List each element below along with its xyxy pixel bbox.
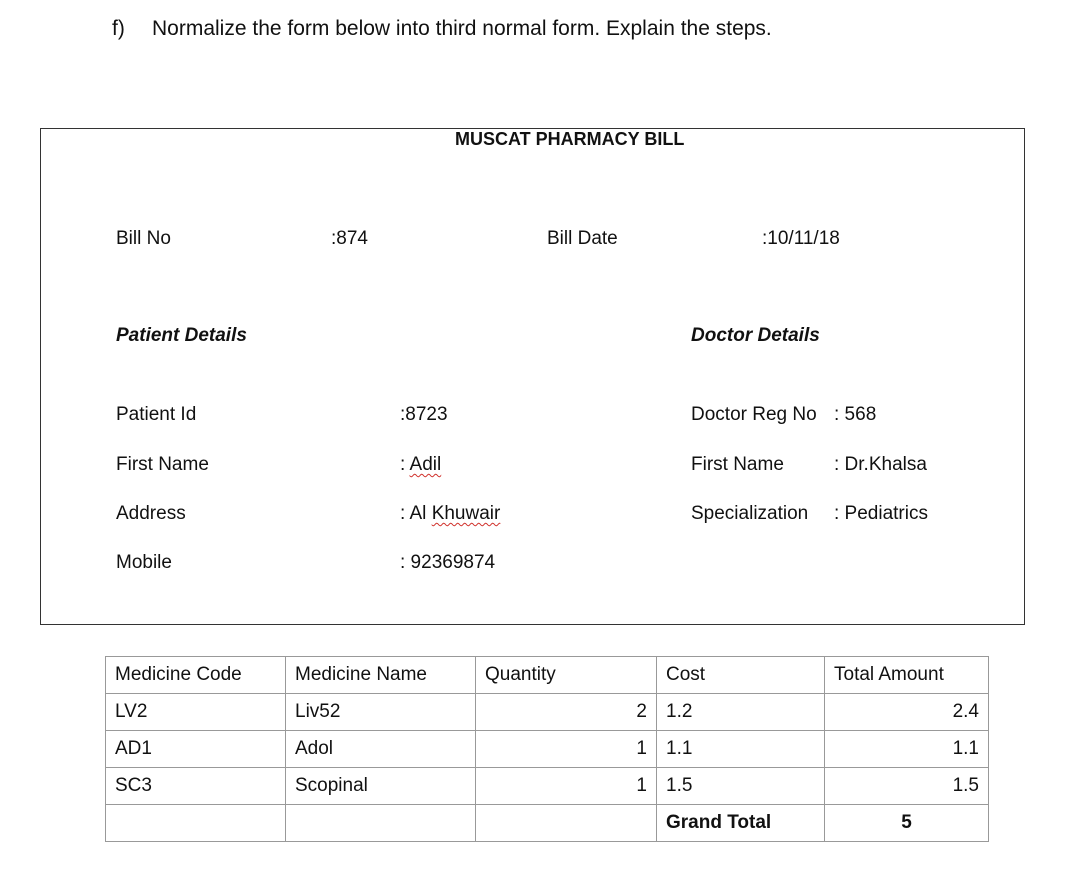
doctor-first-name-label: First Name <box>691 454 784 475</box>
patient-address-value <box>400 503 500 525</box>
medicine-name-cell: Liv52 <box>286 694 476 731</box>
patient-id-value: :8723 <box>400 404 448 425</box>
bill-form <box>40 128 1025 625</box>
quantity-cell: 1 <box>476 768 657 805</box>
medicine-name-cell: Adol <box>286 731 476 768</box>
patient-first-name-prefix: : <box>400 454 410 475</box>
question-text: Normalize the form below into third normal form. Explain the steps. <box>152 17 772 40</box>
grand-total-value: 5 <box>825 805 989 842</box>
patient-mobile-label: Mobile <box>116 552 172 573</box>
total-amount-cell: 2.4 <box>825 694 989 731</box>
table-row <box>106 731 989 768</box>
empty-cell <box>106 805 286 842</box>
cost-cell: 1.2 <box>657 694 825 731</box>
grand-total-label: Grand Total <box>657 805 825 842</box>
header-medicine-code: Medicine Code <box>106 657 286 694</box>
quantity-cell: 2 <box>476 694 657 731</box>
medicine-code-cell: SC3 <box>106 768 286 805</box>
doctor-reg-label: Doctor Reg No <box>691 404 817 425</box>
medicine-code-cell: AD1 <box>106 731 286 768</box>
table-row <box>106 768 989 805</box>
medicine-table <box>105 656 989 842</box>
patient-address-text: Khuwair <box>431 503 501 524</box>
header-medicine-name: Medicine Name <box>286 657 476 694</box>
patient-address-label: Address <box>116 503 186 524</box>
question-number: f) <box>112 17 125 40</box>
bill-no-value: :874 <box>331 228 368 249</box>
patient-mobile-value: : 92369874 <box>400 552 496 573</box>
header-total-amount: Total Amount <box>825 657 989 694</box>
cost-cell: 1.1 <box>657 731 825 768</box>
total-amount-cell: 1.5 <box>825 768 989 805</box>
doctor-specialization-label: Specialization <box>691 503 809 524</box>
bill-date-value: :10/11/18 <box>762 228 840 249</box>
table-row <box>106 694 989 731</box>
header-cost: Cost <box>657 657 825 694</box>
doctor-first-name-value: : Dr.Khalsa <box>834 454 927 475</box>
total-amount-cell: 1.1 <box>825 731 989 768</box>
grand-total-row <box>106 805 989 842</box>
medicine-code-cell: LV2 <box>106 694 286 731</box>
empty-cell <box>476 805 657 842</box>
patient-address-prefix: : Al <box>400 503 432 524</box>
table-header-row <box>106 657 989 694</box>
patient-first-name-label: First Name <box>116 454 209 475</box>
doctor-reg-value: : 568 <box>834 404 877 425</box>
bill-no-label: Bill No <box>116 228 171 249</box>
bill-date-label: Bill Date <box>547 228 618 249</box>
patient-details-heading: Patient Details <box>116 325 247 346</box>
cost-cell: 1.5 <box>657 768 825 805</box>
doctor-specialization-value: : Pediatrics <box>834 503 928 524</box>
quantity-cell: 1 <box>476 731 657 768</box>
medicine-name-cell: Scopinal <box>286 768 476 805</box>
header-quantity: Quantity <box>476 657 657 694</box>
patient-first-name-value <box>400 454 441 476</box>
empty-cell <box>286 805 476 842</box>
bill-title: MUSCAT PHARMACY BILL <box>455 129 685 149</box>
patient-first-name-text: Adil <box>409 454 442 475</box>
patient-id-label: Patient Id <box>116 404 197 425</box>
doctor-details-heading: Doctor Details <box>691 325 820 346</box>
